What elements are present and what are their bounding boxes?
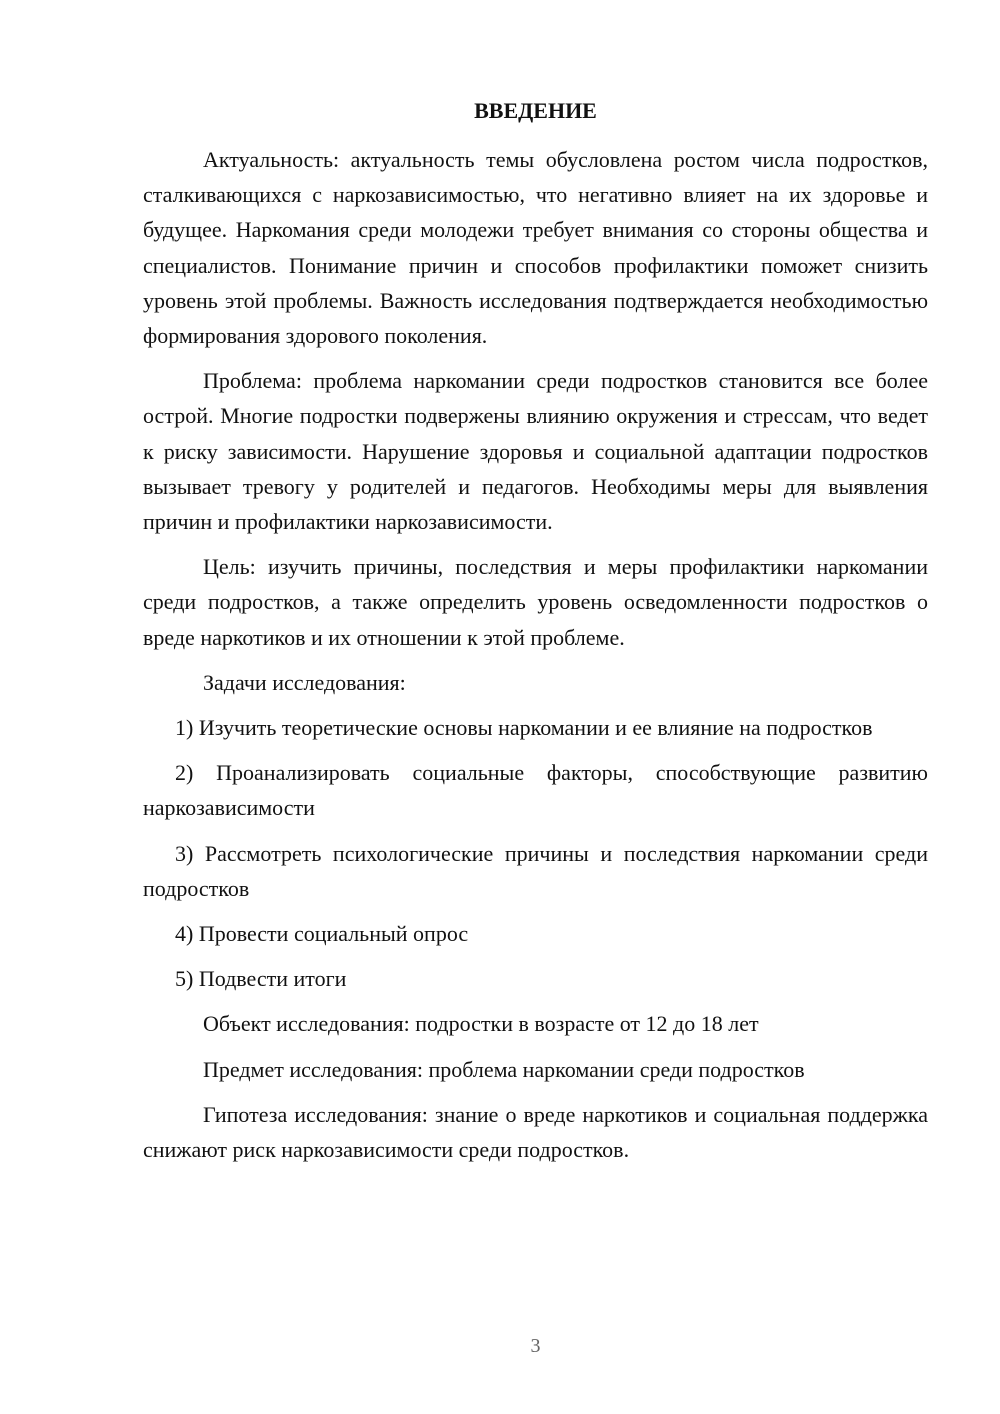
- task-item-2: 2) Проанализировать социальные факторы, способствующие развитию наркозависимости: [143, 760, 928, 821]
- section-title: ВВЕДЕНИЕ: [474, 98, 597, 123]
- task-item-5: 5) Подвести итоги: [175, 966, 347, 992]
- paragraph-goal: Цель: изучить причины, последствия и меры профилактики наркомании среди подростков, а также определить уровень осведомленности подростков о вреде наркотиков и их отношении к этой проблеме.: [143, 554, 928, 650]
- paragraph-hypothesis: Гипотеза исследования: знание о вреде наркотиков и социальная поддержка снижают риск наркозависимости среди подростков.: [143, 1101, 928, 1163]
- task-item-4: 4) Провести социальный опрос: [175, 921, 469, 947]
- task-item-1: 1) Изучить теоретические основы наркомании и ее влияние на подростков: [175, 715, 873, 741]
- paragraph-subject: Предмет исследования: проблема наркомании среди подростков: [203, 1056, 805, 1082]
- paragraph-relevance: Актуальность: актуальность темы обусловлена ростом числа подростков, сталкивающихся с наркозависимостью, что негативно влияет на их здоровье и будущее. Наркомания среди молодежи требует внимания со стороны общества и специалистов. Понимание причин и способов профилактики поможет снизить уровень этой проблемы. Важность исследования подтверждается необходимостью формирования здорового поколения.: [143, 147, 928, 349]
- task-item-3: 3) Рассмотреть психологические причины и последствия наркомании среди подростков: [143, 840, 928, 901]
- document-page: [143, 0, 928, 1414]
- page-number: 3: [530, 1335, 541, 1357]
- paragraph-tasks-heading: Задачи исследования:: [203, 669, 406, 695]
- body-text: [143, 142, 928, 1177]
- paragraph-object: Объект исследования: подростки в возрасте от 12 до 18 лет: [203, 1011, 759, 1037]
- paragraph-problem: Проблема: проблема наркомании среди подростков становится все более острой. Многие подростки подвержены влиянию окружения и стрессам, что ведет к риску зависимости. Нарушение здоровья и социальной адаптации подростков вызывает тревогу у родителей и педагогов. Необходимы меры для выявления причин и профилактики наркозависимости.: [143, 368, 928, 535]
